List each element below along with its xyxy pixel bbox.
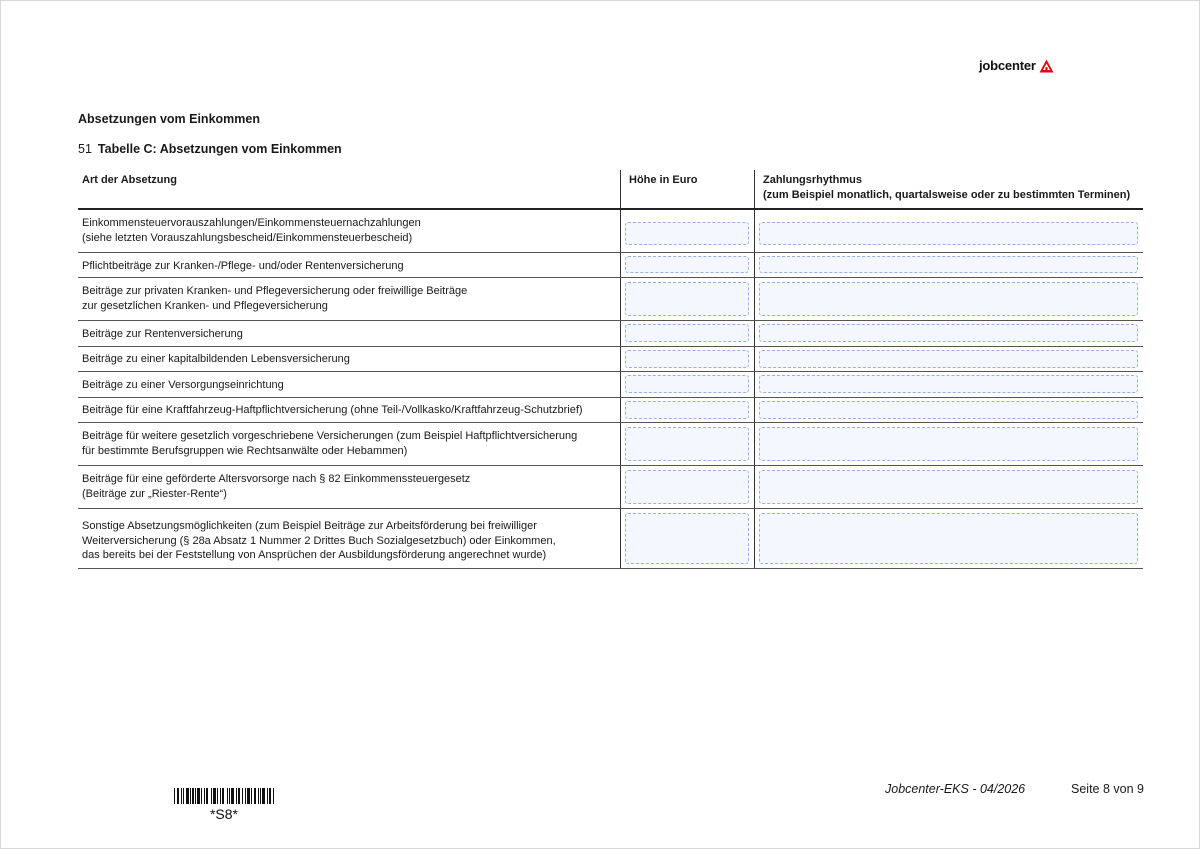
payment-rhythm-input[interactable] <box>759 282 1138 316</box>
payment-rhythm-input[interactable] <box>759 375 1138 393</box>
table-row-label: Sonstige Absetzungsmöglichkeiten (zum Beispiel Beiträge zur Arbeitsförderung bei freiwilliger Weiterversicherung (§ 28a Absatz 1 Nummer 2 Drittes Buch Sozialgesetzbuch) oder Einkommen, das bereits bei der Feststellung von Ansprüchen der Ausbildungsförderung angerechnet wurde) <box>82 520 556 561</box>
table-title <box>78 142 342 156</box>
row-divider <box>78 252 1143 253</box>
amount-input[interactable] <box>625 401 749 419</box>
table-row-label: Pflichtbeiträge zur Kranken-/Pflege- und/oder Rentenversicherung <box>82 260 404 272</box>
column-header-amount: Höhe in Euro <box>629 174 698 186</box>
amount-input[interactable] <box>625 375 749 393</box>
table-title-text: Tabelle C: Absetzungen vom Einkommen <box>97 142 342 156</box>
table-row-label: Beiträge zur Rentenversicherung <box>82 328 243 340</box>
amount-input[interactable] <box>625 427 749 461</box>
amount-input[interactable] <box>625 350 749 368</box>
payment-rhythm-input[interactable] <box>759 256 1138 273</box>
amount-input[interactable] <box>625 470 749 504</box>
table-row-label: Beiträge für weitere gesetzlich vorgeschriebene Versicherungen (zum Beispiel Haftpflichtversicherung für bestimmte Berufsgruppen wie Rechtsanwälte oder Hebammen) <box>82 430 578 457</box>
column-header-rhythm <box>763 173 1130 203</box>
jobcenter-logo-icon <box>1039 59 1054 73</box>
table-row-label: Beiträge zur privaten Kranken- und Pflegeversicherung oder freiwillige Beiträge zur gesetzlichen Kranken- und Pflegeversicherung <box>82 285 468 312</box>
payment-rhythm-input[interactable] <box>759 401 1138 419</box>
payment-rhythm-input[interactable] <box>759 427 1138 461</box>
row-divider <box>78 508 1143 509</box>
form-reference: Jobcenter-EKS - 04/2026 <box>885 782 1026 796</box>
column-header-type: Art der Absetzung <box>82 174 177 186</box>
payment-rhythm-input[interactable] <box>759 350 1138 368</box>
amount-input[interactable] <box>625 324 749 342</box>
row-divider <box>78 346 1143 347</box>
column-header-rhythm-title: Zahlungsrhythmus <box>763 174 863 186</box>
barcode <box>174 788 274 804</box>
amount-input[interactable] <box>625 282 749 316</box>
row-divider <box>78 397 1143 398</box>
page-number: Seite 8 von 9 <box>1071 782 1144 796</box>
payment-rhythm-input[interactable] <box>759 513 1138 564</box>
header-rule <box>78 208 1143 210</box>
payment-rhythm-input[interactable] <box>759 470 1138 504</box>
table-row-label: Einkommensteuervorauszahlungen/Einkommensteuernachzahlungen (siehe letzten Vorauszahlungsbescheid/Einkommensteuerbescheid) <box>82 217 421 244</box>
row-divider <box>78 422 1143 423</box>
payment-rhythm-input[interactable] <box>759 222 1138 245</box>
section-title: Absetzungen vom Einkommen <box>78 112 260 126</box>
column-header-rhythm-hint: (zum Beispiel monatlich, quartalsweise oder zu bestimmten Terminen) <box>763 189 1131 201</box>
amount-input[interactable] <box>625 222 749 245</box>
table-bottom-rule <box>78 568 1143 569</box>
table-number: 51 <box>78 142 92 156</box>
column-divider <box>620 170 621 569</box>
row-divider <box>78 320 1143 321</box>
amount-input[interactable] <box>625 256 749 273</box>
amount-input[interactable] <box>625 513 749 564</box>
logo-text: jobcenter <box>979 58 1036 73</box>
column-divider <box>754 170 755 569</box>
barcode-text: *S8* <box>209 806 239 822</box>
table-row-label: Beiträge für eine geförderte Altersvorsorge nach § 82 Einkommenssteuergesetz (Beiträge zur „Riester-Rente“) <box>82 473 471 500</box>
table-row-label: Beiträge zu einer kapitalbildenden Lebensversicherung <box>82 353 350 365</box>
row-divider <box>78 465 1143 466</box>
jobcenter-logo <box>979 58 1054 73</box>
row-divider <box>78 371 1143 372</box>
payment-rhythm-input[interactable] <box>759 324 1138 342</box>
table-row-label: Beiträge zu einer Versorgungseinrichtung <box>82 379 284 391</box>
table-row-label: Beiträge für eine Kraftfahrzeug-Haftpflichtversicherung (ohne Teil-/Vollkasko/Kraftfahrzeug-Schutzbrief) <box>82 404 583 416</box>
row-divider <box>78 277 1143 278</box>
